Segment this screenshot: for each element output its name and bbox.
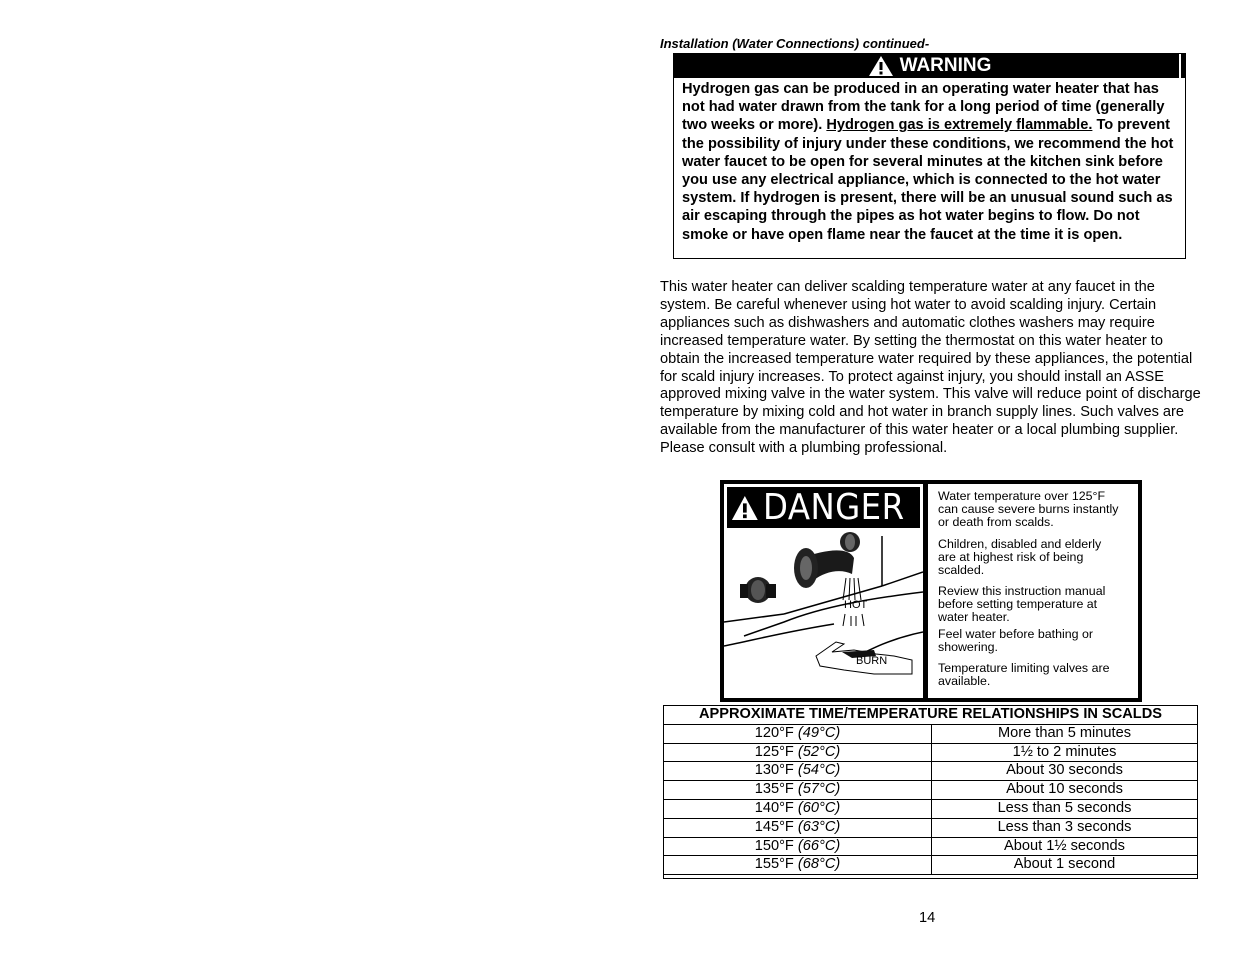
danger-illustration-panel: [724, 484, 923, 698]
warning-box: [673, 53, 1186, 259]
temperature-f: 155°F: [754, 856, 794, 873]
table-row: [664, 781, 1198, 800]
time-cell: About 30 seconds: [932, 762, 1198, 781]
time-cell: 1½ to 2 minutes: [932, 743, 1198, 762]
temperature-f: 140°F: [754, 799, 794, 816]
scald-table: [663, 705, 1198, 875]
warning-text-part1: Hydrogen gas can be produced in an operating water heater that has not had water drawn from the tank for a long period of time (generally two weeks or more).: [682, 81, 1165, 134]
temperature-cell: [664, 799, 932, 818]
time-cell: About 1½ seconds: [932, 837, 1198, 856]
hot-label: HOT: [844, 599, 868, 611]
time-cell: More than 5 minutes: [932, 724, 1198, 743]
danger-message: Water temperature over 125°F can cause severe burns instantly or death from scalds.: [938, 489, 1119, 529]
danger-message: Children, disabled and elderly are at highest risk of being scalded.: [938, 537, 1102, 577]
time-cell: Less than 3 seconds: [932, 818, 1198, 837]
table-row: [664, 856, 1198, 875]
temperature-c: (68°C): [797, 856, 841, 873]
temperature-f: 120°F: [754, 724, 794, 741]
faucet-scald-illustration: [724, 528, 923, 698]
temperature-f: 135°F: [754, 781, 794, 798]
temperature-c: (66°C): [797, 837, 841, 854]
scald-table-title: APPROXIMATE TIME/TEMPERATURE RELATIONSHIPS IN SCALDS: [664, 706, 1198, 725]
warning-header-divider: [1179, 54, 1181, 78]
temperature-cell: [664, 762, 932, 781]
section-title: Installation (Water Connections) continued-: [660, 36, 930, 51]
table-row: [664, 724, 1198, 743]
scald-paragraph: This water heater can deliver scalding temperature water at any faucet in the system. Be careful whenever using hot water to avoid scalding injury. Certain appliances such as dishwashers and automatic clothes washers may require increased temperature water. By setting the thermostat on this water heater to obtain the increased temperature water required by these appliances, the potential for scald injury increases. To protect against injury, you should install an ASSE approved mixing valve in the water system. This valve will reduce point of discharge temperature by mixing cold and hot water in branch supply lines. Such valves are available from the manufacturer of this water heater or a local plumbing supplier. Please consult with a plumbing professional.: [660, 279, 1201, 457]
time-cell: About 10 seconds: [932, 781, 1198, 800]
table-row: [664, 762, 1198, 781]
temperature-c: (63°C): [797, 818, 841, 835]
danger-message: Review this instruction manual before setting temperature at water heater.: [938, 584, 1106, 624]
temperature-c: (57°C): [797, 781, 841, 798]
burn-label: BURN: [856, 655, 888, 667]
temperature-f: 145°F: [754, 818, 794, 835]
danger-word: DANGER: [762, 487, 905, 528]
table-row: [664, 743, 1198, 762]
temperature-cell: [664, 856, 932, 875]
danger-message: Feel water before bathing or showering.: [938, 627, 1093, 654]
temperature-cell: [664, 743, 932, 762]
table-row: [664, 799, 1198, 818]
temperature-f: 150°F: [754, 837, 794, 854]
temperature-c: (54°C): [797, 762, 841, 779]
temperature-f: 125°F: [754, 743, 794, 760]
table-row: [664, 818, 1198, 837]
warning-title: WARNING: [899, 55, 992, 76]
warning-triangle-icon: [868, 55, 894, 77]
temperature-cell: [664, 818, 932, 837]
time-cell: About 1 second: [932, 856, 1198, 875]
page-number: 14: [919, 910, 936, 926]
danger-message: Temperature limiting valves are available.: [938, 661, 1110, 688]
time-cell: Less than 5 seconds: [932, 799, 1198, 818]
temperature-cell: [664, 724, 932, 743]
warning-text: [674, 78, 1185, 244]
temperature-c: (49°C): [797, 724, 841, 741]
temperature-cell: [664, 781, 932, 800]
warning-text-underlined: Hydrogen gas is extremely flammable.: [826, 117, 1093, 134]
danger-messages-panel: [928, 484, 1138, 698]
danger-label: [720, 480, 1142, 702]
temperature-c: (52°C): [797, 743, 841, 760]
danger-header: [727, 487, 920, 528]
temperature-c: (60°C): [797, 799, 841, 816]
temperature-f: 130°F: [754, 762, 794, 779]
warning-header: [674, 54, 1185, 78]
danger-triangle-icon: [731, 494, 759, 522]
temperature-cell: [664, 837, 932, 856]
warning-text-part2: To prevent the possibility of injury under these conditions, we recommend the hot water faucet to be open for several minutes at the kitchen sink before you use any electrical appliance, which is connected to the hot water system. If hydrogen is present, there will be an unusual sound such as air escaping through the pipes as hot water begins to flow. Do not smoke or have open flame near the faucet at the time it is open.: [682, 117, 1174, 243]
table-row: [664, 837, 1198, 856]
